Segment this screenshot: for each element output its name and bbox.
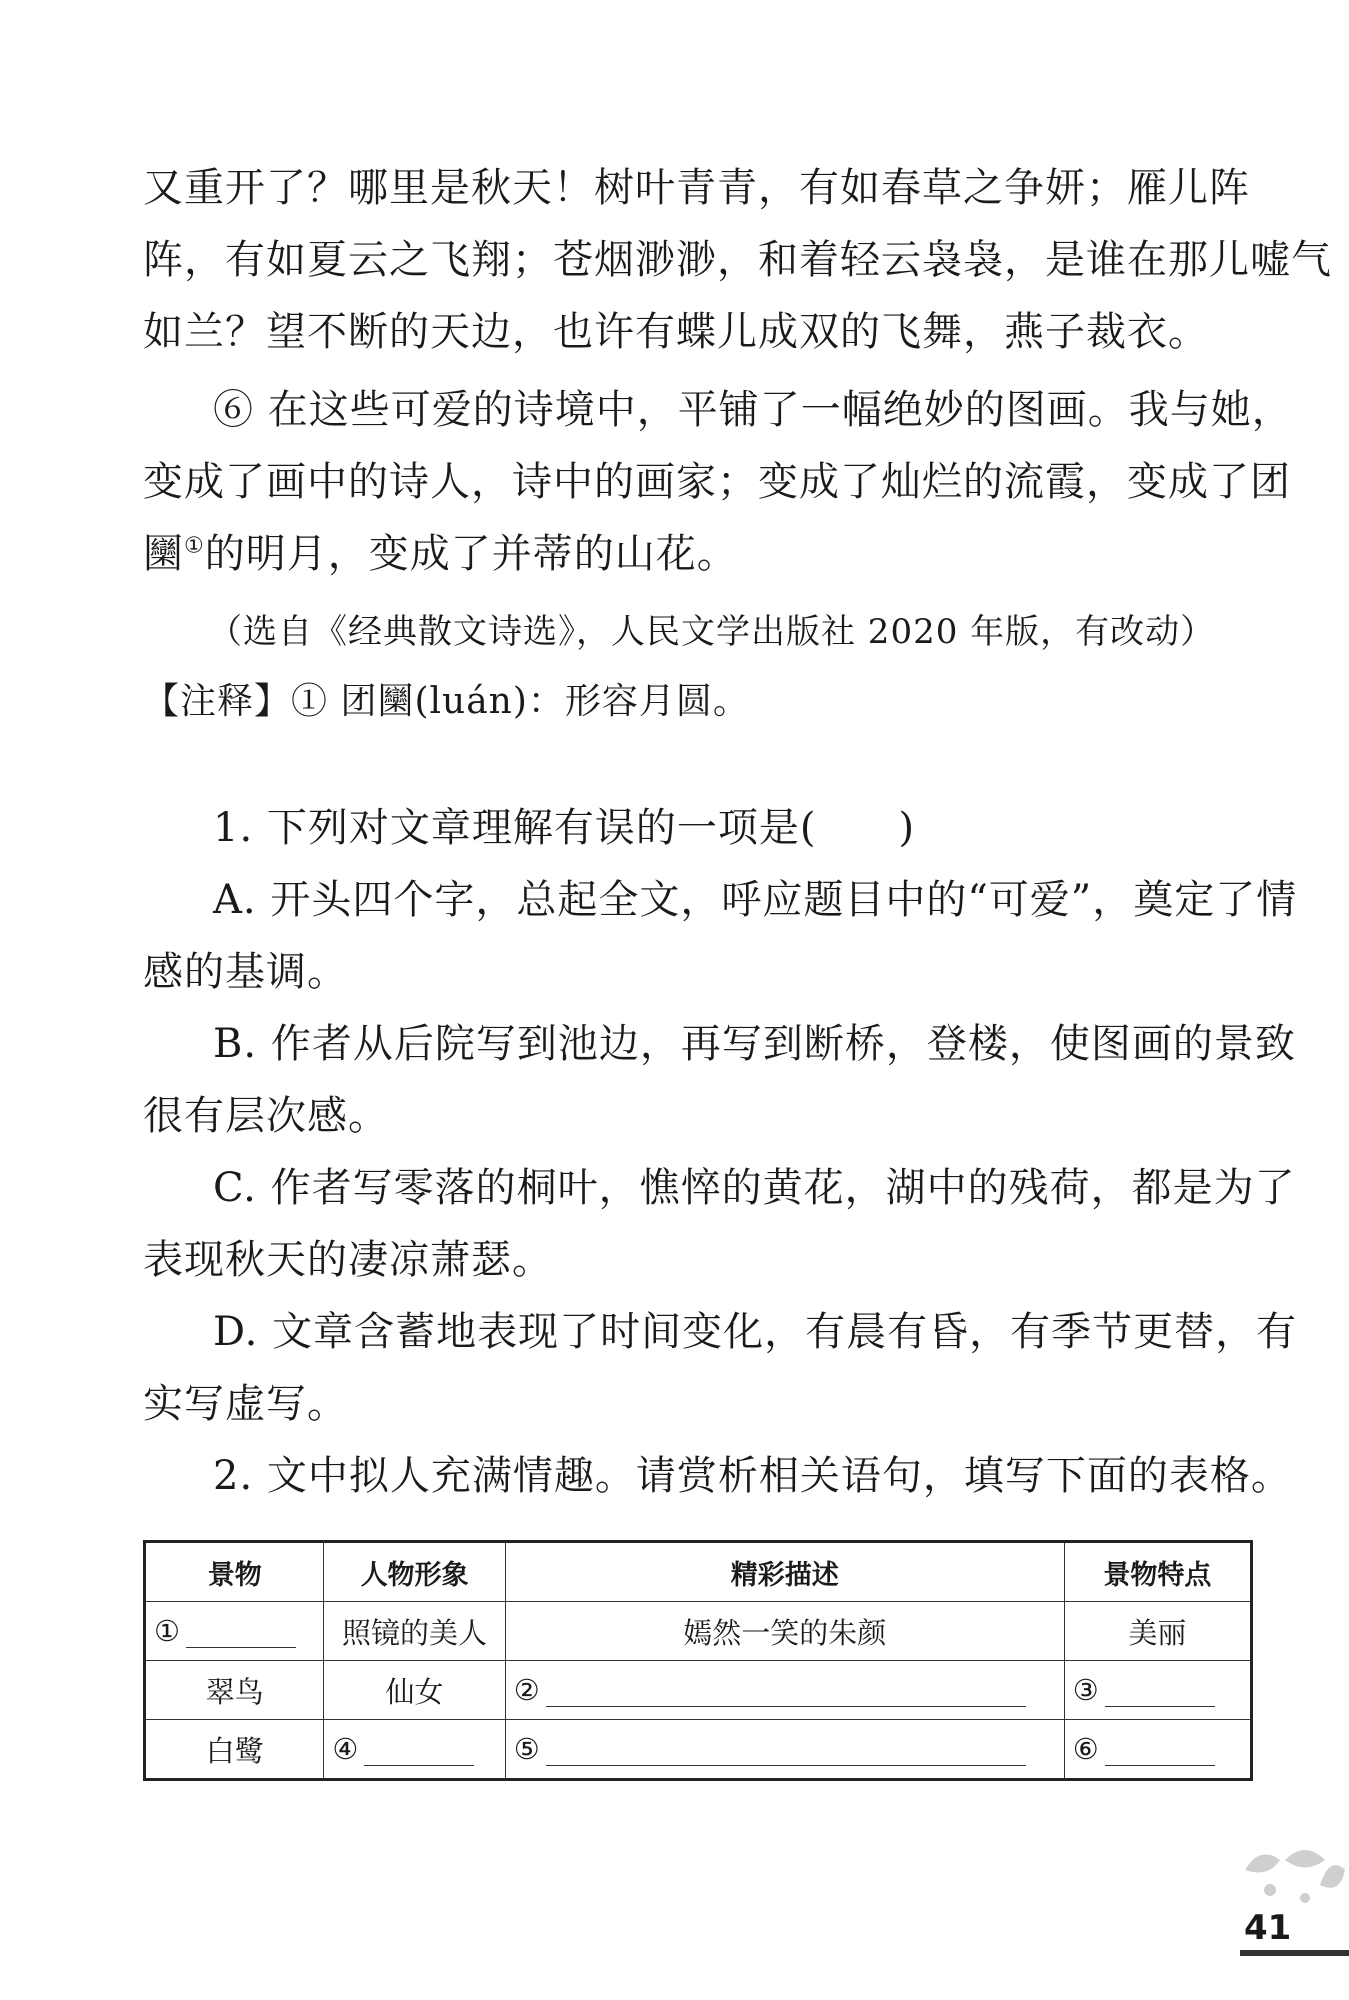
source-citation: （选自《经典散文诗选》，人民文学出版社 2020 年版，有改动）: [208, 612, 1216, 652]
table-header: 景物: [145, 1542, 324, 1602]
blank-marker: ④: [332, 1732, 359, 1766]
leaf-decoration-icon: [1225, 1830, 1349, 1920]
passage-line: 又重开了？哪里是秋天！树叶青青，有如春草之争妍；雁儿阵: [143, 165, 1250, 211]
option-d-cont: 实写虚写。: [143, 1381, 348, 1427]
page-number-rule: [1240, 1950, 1349, 1956]
answer-blank[interactable]: [364, 1735, 474, 1766]
table-cell: 白鹭: [145, 1720, 324, 1780]
option-b-cont: 很有层次感。: [143, 1093, 389, 1139]
blank-cell[interactable]: [505, 1720, 1064, 1780]
passage-text: 的明月，变成了并蒂的山花。: [204, 531, 738, 577]
table-header: 景物特点: [1064, 1542, 1251, 1602]
passage-line: [143, 526, 738, 582]
answer-blank[interactable]: [546, 1735, 1026, 1766]
option-c-cont: 表现秋天的凄凉萧瑟。: [143, 1237, 553, 1283]
table-row: [145, 1602, 1252, 1661]
table-cell: 照镜的美人: [324, 1602, 505, 1661]
answer-blank[interactable]: [1105, 1676, 1215, 1707]
blank-marker: ⑤: [513, 1732, 540, 1766]
option-a-cont: 感的基调。: [143, 949, 348, 995]
answer-blank[interactable]: [1105, 1735, 1215, 1766]
blank-marker: ③: [1072, 1673, 1099, 1707]
table-header: 精彩描述: [505, 1542, 1064, 1602]
answer-table: [143, 1540, 1253, 1781]
answer-blank[interactable]: [546, 1676, 1026, 1707]
blank-marker: ⑥: [1072, 1732, 1099, 1766]
question-1-stem: 1. 下列对文章理解有误的一项是( ): [213, 805, 916, 851]
blank-cell[interactable]: [505, 1661, 1064, 1720]
blank-cell[interactable]: [1064, 1661, 1251, 1720]
table-header-row: [145, 1542, 1252, 1602]
option-c: C. 作者写零落的桐叶，憔悴的黄花，湖中的残荷，都是为了: [213, 1165, 1296, 1211]
passage-line: 如兰？望不断的天边，也许有蝶儿成双的飞舞，燕子裁衣。: [143, 309, 1209, 355]
table-cell: 美丽: [1064, 1602, 1251, 1661]
table-row: [145, 1661, 1252, 1720]
table-cell: 嫣然一笑的朱颜: [505, 1602, 1064, 1661]
passage-line: ⑥ 在这些可爱的诗境中，平铺了一幅绝妙的图画。我与她，: [213, 387, 1293, 433]
passage-text: 圞: [143, 531, 184, 577]
answer-blank[interactable]: [186, 1617, 296, 1648]
blank-marker: ①: [154, 1614, 180, 1648]
table-row: [145, 1720, 1252, 1780]
passage-line: 阵，有如夏云之飞翔；苍烟渺渺，和着轻云袅袅，是谁在那儿嘘气: [143, 237, 1332, 283]
blank-marker: ②: [513, 1673, 540, 1707]
option-b: B. 作者从后院写到池边，再写到断桥，登楼，使图画的景致: [213, 1021, 1296, 1067]
table-cell: 翠鸟: [145, 1661, 324, 1720]
option-d: D. 文章含蓄地表现了时间变化，有晨有昏，有季节更替，有: [213, 1309, 1298, 1355]
footnote-marker: ①: [184, 533, 205, 559]
blank-cell[interactable]: [145, 1602, 324, 1661]
table-header: 人物形象: [324, 1542, 505, 1602]
annotation-note: 【注释】① 团圞(luán)：形容月圆。: [143, 681, 750, 722]
page-number: 41: [1244, 1908, 1292, 1948]
passage-line: 变成了画中的诗人，诗中的画家；变成了灿烂的流霞，变成了团: [143, 459, 1291, 505]
blank-cell[interactable]: [324, 1720, 505, 1780]
table-cell: 仙女: [324, 1661, 505, 1720]
question-2-stem: 2. 文中拟人充满情趣。请赏析相关语句，填写下面的表格。: [213, 1453, 1292, 1499]
option-a: A. 开头四个字，总起全文，呼应题目中的“可爱”，奠定了情: [213, 877, 1298, 923]
blank-cell[interactable]: [1064, 1720, 1251, 1780]
